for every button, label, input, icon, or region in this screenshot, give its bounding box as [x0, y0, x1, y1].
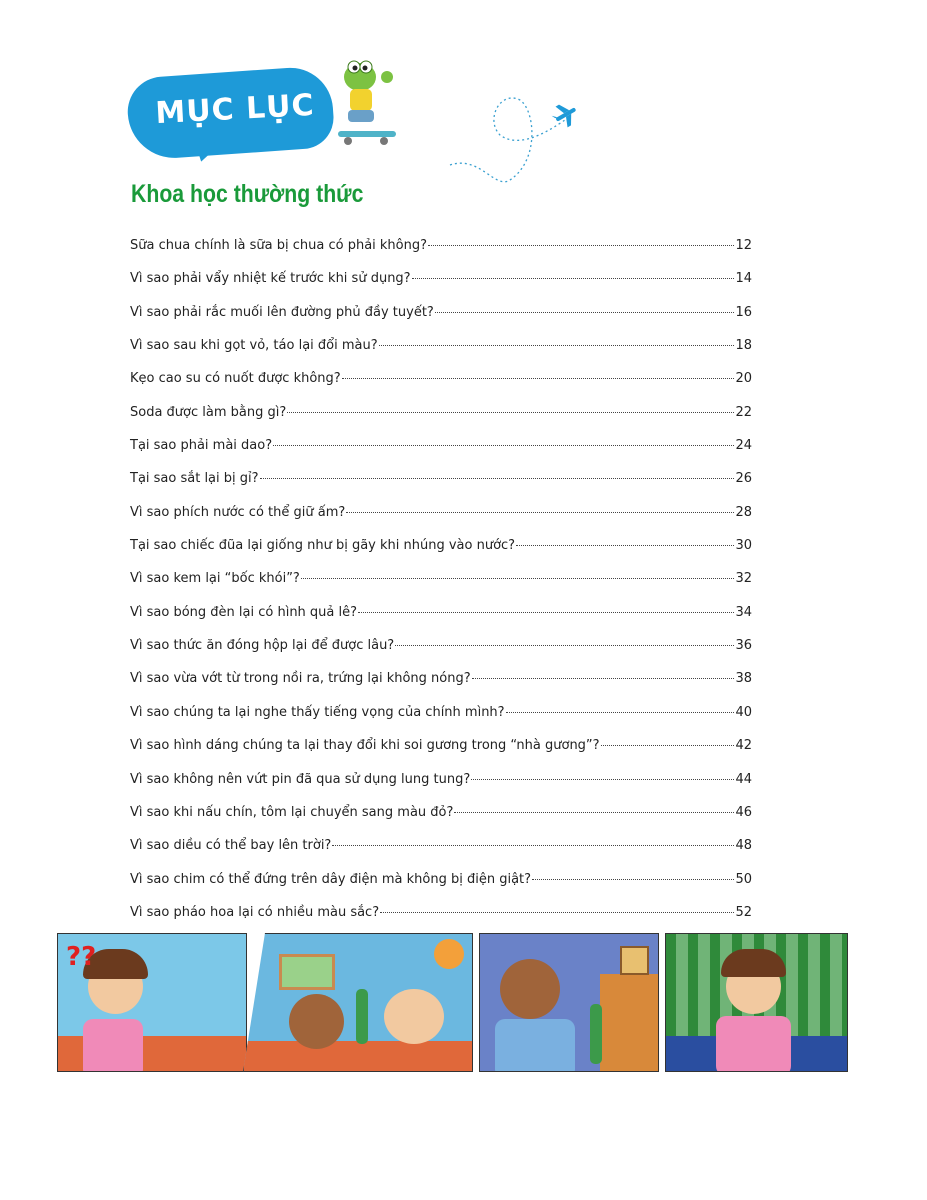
toc-entry-page: 18 [735, 338, 752, 354]
toc-entry[interactable] [130, 505, 752, 538]
dot-leader [516, 545, 734, 546]
toc-entry[interactable] [130, 438, 752, 471]
dot-leader [346, 512, 734, 513]
toc-entry[interactable] [130, 772, 752, 805]
toc-entry-page: 26 [735, 471, 752, 487]
toc-entry-page: 36 [735, 638, 752, 654]
toc-entry[interactable] [130, 571, 752, 604]
dot-leader [301, 578, 735, 579]
dot-leader [472, 678, 735, 679]
dot-leader [412, 278, 735, 279]
section-title: Khoa học thường thức [131, 180, 364, 208]
toc-entry-title: Sữa chua chính là sữa bị chua có phải không? [130, 238, 428, 253]
toc-entry[interactable] [130, 538, 752, 571]
toc-entry[interactable] [130, 405, 752, 438]
toc-entry[interactable] [130, 305, 752, 338]
dot-leader [342, 378, 735, 379]
toc-entry[interactable] [130, 471, 752, 504]
toc-entry-page: 22 [735, 404, 752, 420]
toc-entry-title: Vì sao khi nấu chín, tôm lại chuyển sang màu đỏ? [130, 804, 454, 820]
comic-panel-4 [665, 933, 848, 1072]
toc-entry-title: Kẹo cao su có nuốt được không? [130, 371, 341, 387]
toc-entry-title: Vì sao thức ăn đóng hộp lại để được lâu? [130, 638, 395, 654]
toc-entry[interactable] [130, 671, 752, 704]
toc-entry-title: Vì sao không nên vứt pin đã qua sử dụng lung tung? [130, 771, 471, 787]
toc-entry-title: Vì sao vừa vớt từ trong nồi ra, trứng lại không nóng? [130, 671, 471, 687]
toc-entry-page: 42 [735, 738, 752, 754]
toc-entry[interactable] [130, 371, 752, 404]
dot-leader [532, 879, 734, 880]
dot-leader [287, 412, 734, 413]
dot-leader [601, 745, 735, 746]
toc-entry-title: Vì sao sau khi gọt vỏ, táo lại đổi màu? [130, 338, 378, 354]
toc-entry-page: 34 [735, 604, 752, 620]
dot-leader [435, 312, 735, 313]
toc-entry[interactable] [130, 238, 752, 271]
toc-entry-title: Tại sao phải mài dao? [130, 438, 273, 454]
toc-entry[interactable] [130, 838, 752, 871]
toc-entry[interactable] [130, 271, 752, 304]
toc-entry[interactable] [130, 738, 752, 771]
toc-entry[interactable] [130, 805, 752, 838]
dot-leader [273, 445, 734, 446]
toc-entry-page: 52 [735, 904, 752, 920]
frog-mascot-illustration [332, 55, 402, 150]
toc-entry-title: Vì sao hình dáng chúng ta lại thay đổi khi soi gương trong “nhà gương”? [130, 738, 600, 754]
airplane-dotted-path-illustration [440, 80, 590, 190]
toc-entry-page: 38 [735, 671, 752, 687]
toc-entry[interactable] [130, 338, 752, 371]
toc-entry-title: Tại sao sắt lại bị gỉ? [130, 471, 259, 487]
toc-entry[interactable] [130, 705, 752, 738]
dot-leader [395, 645, 734, 646]
toc-entry-title: Vì sao pháo hoa lại có nhiều màu sắc? [130, 904, 380, 920]
toc-entry-page: 44 [735, 771, 752, 787]
dot-leader [358, 612, 734, 613]
toc-entry-page: 32 [735, 571, 752, 587]
toc-entry-title: Vì sao chúng ta lại nghe thấy tiếng vọng của chính mình? [130, 704, 505, 720]
toc-entry-title: Vì sao kem lại “bốc khói”? [130, 571, 300, 587]
toc-entry-page: 30 [735, 538, 752, 554]
dot-leader [380, 912, 734, 913]
toc-entry-title: Vì sao bóng đèn lại có hình quả lê? [130, 604, 358, 620]
comic-panel-3 [479, 933, 659, 1072]
toc-entry-title: Vì sao phải vẩy nhiệt kế trước khi sử dụng? [130, 271, 411, 287]
toc-entry[interactable] [130, 605, 752, 638]
toc-entry-page: 48 [735, 838, 752, 854]
toc-entry-title: Tại sao chiếc đũa lại giống như bị gãy khi nhúng vào nước? [130, 538, 516, 554]
toc-entry-page: 40 [735, 704, 752, 720]
dot-leader [471, 779, 734, 780]
table-of-contents [130, 238, 752, 938]
dot-leader [506, 712, 735, 713]
toc-entry-title: Vì sao chim có thể đứng trên dây điện mà không bị điện giật? [130, 871, 532, 887]
toc-entry-page: 24 [735, 438, 752, 454]
toc-entry-page: 16 [735, 304, 752, 320]
toc-entry-page: 28 [735, 504, 752, 520]
dot-leader [379, 345, 735, 346]
toc-entry-page: 46 [735, 804, 752, 820]
dot-leader [454, 812, 734, 813]
toc-entry-page: 14 [735, 271, 752, 287]
toc-entry[interactable] [130, 872, 752, 905]
dot-leader [260, 478, 735, 479]
toc-entry-title: Vì sao diều có thể bay lên trời? [130, 838, 332, 854]
comic-panel-1: ?? [57, 933, 247, 1072]
dot-leader [332, 845, 734, 846]
toc-entry-page: 50 [735, 871, 752, 887]
dot-leader [428, 245, 734, 246]
page-title: MỤC LỤC [154, 87, 316, 132]
toc-entry-title: Vì sao phải rắc muối lên đường phủ đầy tuyết? [130, 304, 434, 320]
toc-entry-title: Soda được làm bằng gì? [130, 404, 287, 420]
toc-entry-page: 20 [735, 371, 752, 387]
comic-panel-2 [243, 933, 473, 1072]
toc-entry-title: Vì sao phích nước có thể giữ ấm? [130, 504, 346, 520]
toc-entry-page: 12 [735, 238, 752, 253]
toc-entry[interactable] [130, 638, 752, 671]
